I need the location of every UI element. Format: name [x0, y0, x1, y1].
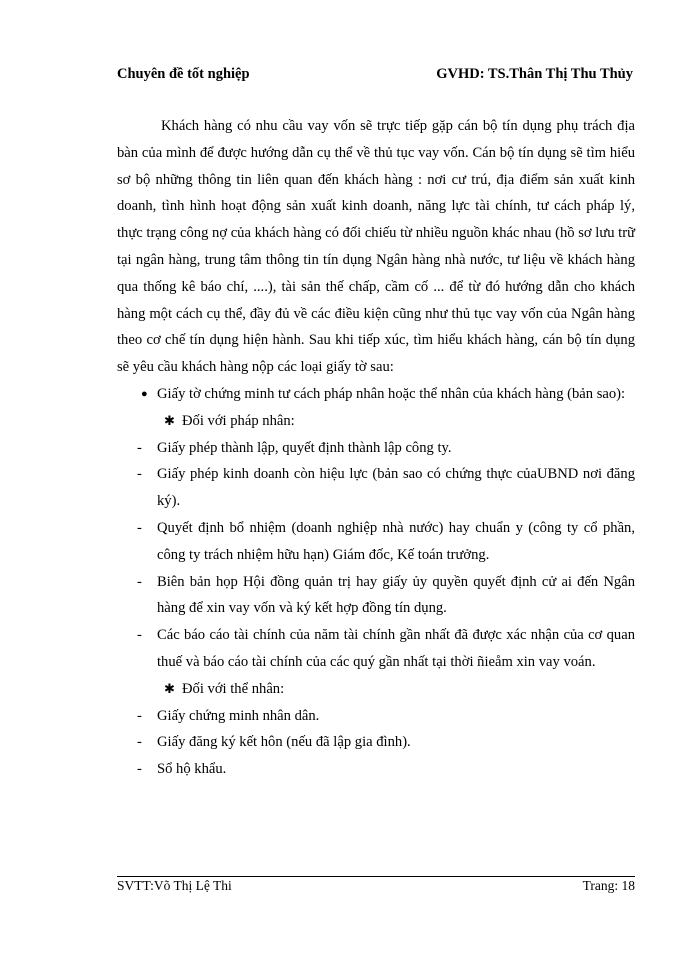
dash-icon: -: [137, 519, 142, 536]
list-item: [117, 703, 635, 730]
page-header: [117, 66, 633, 84]
list-item-text: Biên bản họp Hội đồng quản trị hay giấy ủy quyền quyết định cử ai đến Ngân hàng để xin vay vốn và ký kết hợp đồng tín dụng.: [157, 573, 635, 617]
list-item: [117, 569, 635, 623]
list-item: [117, 435, 635, 462]
footer-divider: [117, 876, 635, 877]
intro-paragraph: Khách hàng có nhu cầu vay vốn sẽ trực tiếp gặp cán bộ tín dụng phụ trách địa bàn của mình để được hướng dẫn cụ thể về thủ tục vay vốn. Cán bộ tín dụng sẽ tìm hiểu sơ bộ những thông tin liên quan đến khách hàng : nơi cư trú, địa điểm sản xuất kinh doanh, tình hình hoạt động sản xuất kinh doanh, năng lực tài chính, tư cách pháp lý, thực trạng công nợ của khách hàng có đối chiếu từ nhiều nguồn khác nhau (hồ sơ lưu trữ tại ngân hàng, trung tâm thông tin tín dụng Ngân hàng nhà nước, tư liệu về khách hàng qua thống kê báo chí, ....), tài sản thế chấp, cầm cố ... để từ đó hướng dẫn cho khách hàng một cách cụ thể, đầy đủ về các điều kiện cũng như thủ tục vay vốn của Ngân hàng theo cơ chế tín dụng hiện hành. Sau khi tiếp xúc, tìm hiểu khách hàng, cán bộ tín dụng sẽ yêu cầu khách hàng nộp các loại giấy tờ sau:: [117, 118, 635, 376]
dash-icon: -: [137, 707, 142, 724]
list-item-text: Giấy phép kinh doanh còn hiệu lực (bản sao có chứng thực củaUBND nơi đăng ký).: [157, 466, 635, 510]
natural-person-heading-text: Đối với thể nhân:: [182, 680, 285, 697]
list-item-text: Giấy đăng ký kết hôn (nếu đã lập gia đình).: [157, 734, 411, 751]
list-item: [117, 622, 635, 676]
asterisk-icon: ✱: [164, 680, 175, 696]
asterisk-icon: ✱: [164, 412, 175, 428]
bullet-text: Giấy tờ chứng minh tư cách pháp nhân hoặc thể nhân của khách hàng (bản sao):: [157, 385, 626, 402]
list-item-text: Sổ hộ khẩu.: [157, 761, 227, 778]
header-advisor: GVHD: TS.Thân Thị Thu Thủy: [436, 66, 633, 82]
list-item-text: Các báo cáo tài chính của năm tài chính gần nhất đã được xác nhận của cơ quan thuế và báo cáo tài chính của các quý gần nhất tại thời ñieåm xin vay voán.: [157, 627, 635, 670]
legal-entity-heading-text: Đối với pháp nhân:: [182, 412, 295, 429]
dash-icon: -: [137, 439, 142, 456]
list-item: [117, 756, 635, 783]
list-item-text: Giấy phép thành lập, quyết định thành lập công ty.: [157, 439, 452, 456]
page-number: Trang: 18: [582, 878, 635, 893]
dash-icon: -: [137, 734, 142, 751]
bullet-item: [117, 381, 635, 408]
list-item: [117, 729, 635, 756]
legal-entity-heading: [117, 408, 635, 435]
list-item-text: Quyết định bổ nhiệm (doanh nghiệp nhà nước) hay chuẩn y (công ty cổ phần, công ty trách nhiệm hữu hạn) Giám đốc, Kế toán trưởng.: [157, 519, 635, 563]
bullet-dot-icon: ●: [141, 387, 148, 400]
list-item: [117, 515, 635, 569]
dash-icon: -: [137, 573, 142, 590]
natural-person-heading: [117, 676, 635, 703]
header-title: Chuyên đề tốt nghiệp: [117, 66, 250, 82]
list-item: [117, 461, 635, 515]
dash-icon: -: [137, 761, 142, 778]
dash-icon: -: [137, 466, 142, 483]
dash-icon: -: [137, 627, 142, 644]
footer-student: SVTT:Võ Thị Lệ Thi: [117, 878, 232, 893]
list-item-text: Giấy chứng minh nhân dân.: [157, 707, 320, 724]
page-body: [117, 113, 635, 783]
